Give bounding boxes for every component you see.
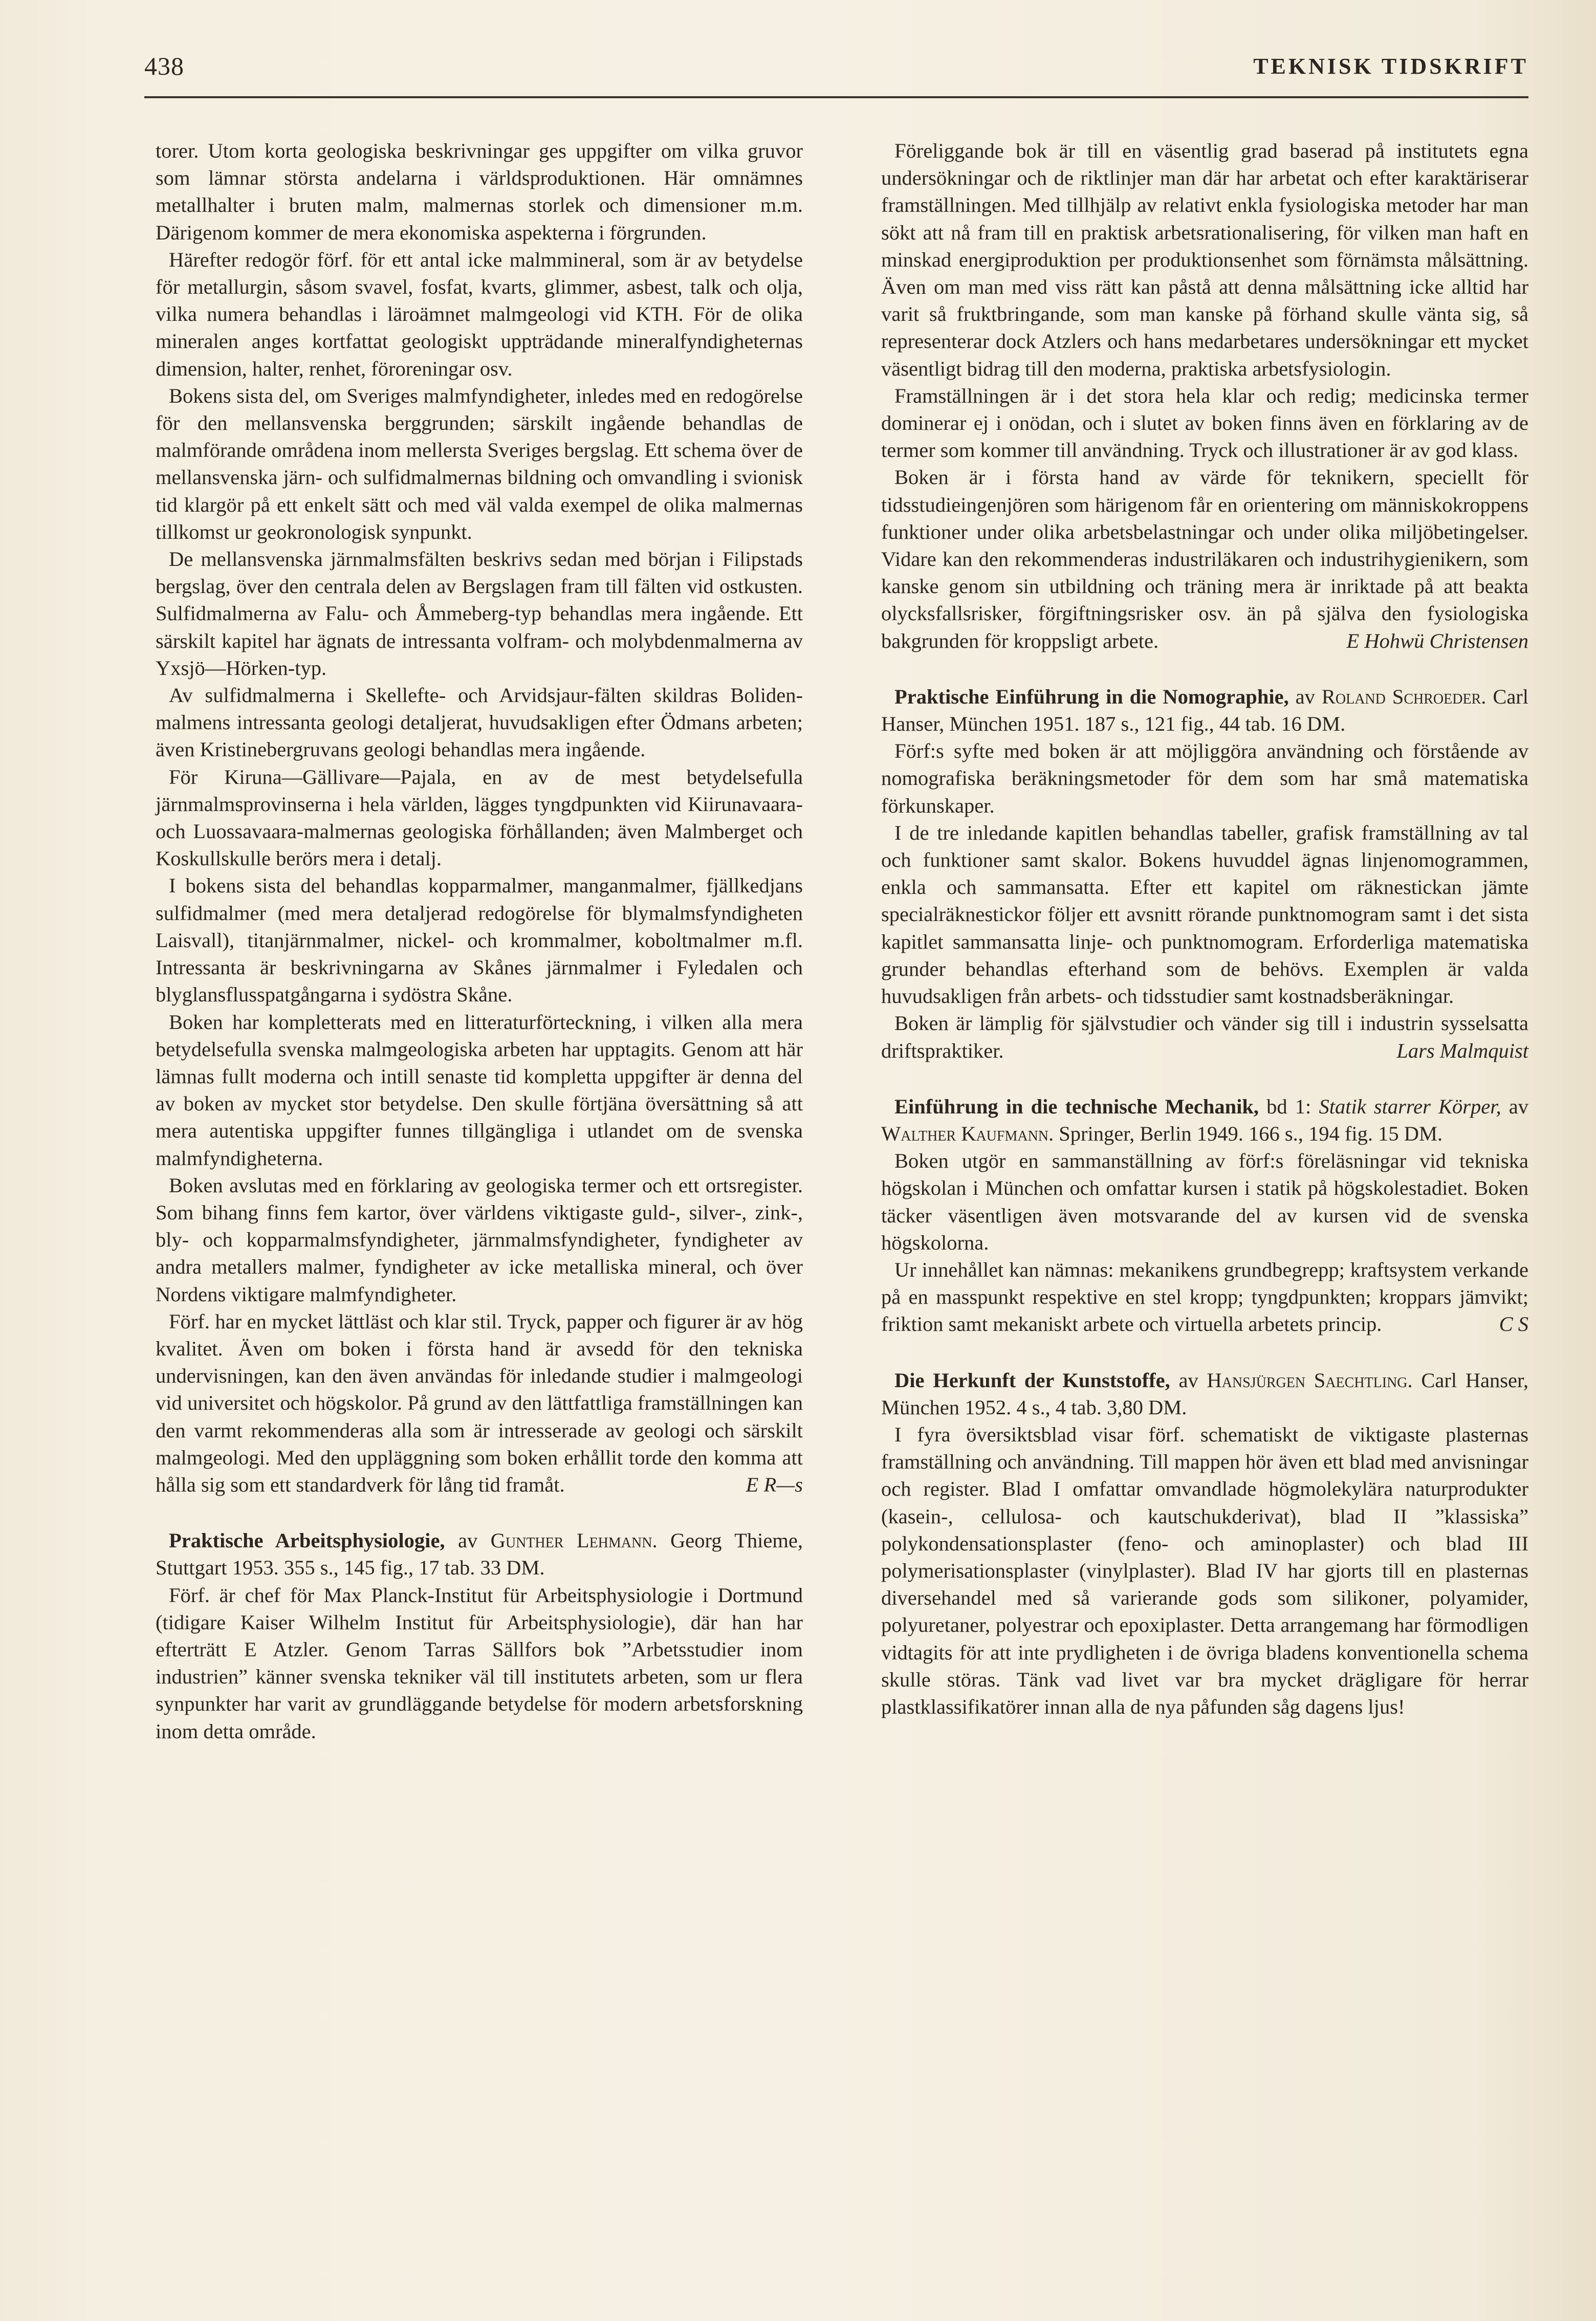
av-word: av [1295,685,1315,708]
paragraph-with-signature [881,1256,1528,1338]
paragraph: Bokens sista del, om Sveriges malmfyndigheter, inledes med en redogörelse för den mellansvenska berggrunden; särskilt ingående behandlas de malmförande områdena inom mellersta Sveriges bergslag. Ett schema över de mellansvenska järn- och sulfidmalmernas bildning och omvandling i svionisk tid klargör på ett enkelt sätt och med väl valda exempel de olika malmernas tillkomst ur geokronologisk synpunkt. [156,384,803,543]
book-title: Die Herkunft der Kunststoffe, [894,1368,1170,1392]
paragraph: Boken avslutas med en förklaring av geologiska termer och ett ortsregister. Som bihang finns fem kartor, över världens viktigaste guld-, silver-, zink-, bly- och kopparmalmsfyndigheter, järnmalmsfyndigheter, fyndigheter av andra metallers malmer, fyndigheter av icke metalliska mineral, och över Nordens viktigare malmfyndigheter. [156,1173,803,1306]
header-rule [144,96,1528,98]
reviewer-signature: C S [1499,1312,1528,1336]
paragraph-with-signature [881,1010,1528,1064]
page-number: 438 [144,52,184,80]
paragraph: För Kiruna—Gällivare—Pajala, en av de mest betydelsefulla järnmalmsprovinserna i hela världen, lägges tyngdpunkten vid Kiirunavaara- och Luossavaara-malmernas geologiska förhållanden; även Malmberget och Koskullskulle berörs mera i detalj. [156,765,803,870]
paragraph: I de tre inledande kapitlen behandlas tabeller, grafisk framställning av tal och funktioner samt skalor. Bokens huvuddel ägnas linjenomogrammen, enkla och sammansatta. Efter ett kapitel om räknestickan jämte specialräknestickor följer ett avsnitt rörande punktnomogram samt i det sista kapitlet sammansatta linje- och punktnomogram. Erforderliga matematiska grunder behandlas efterhand som de behövs. Exemplen är valda huvudsakligen från arbets- och tidsstudier samt kostnadsberäkningar. [881,821,1528,1008]
paragraph: torer. Utom korta geologiska beskrivningar ges uppgifter om vilka gruvor som lämnar största andelarna i världsproduktionen. Här omnämnes metallhalter i bruten malm, malmernas storlek och dimensioner m.m. Därigenom kommer de mera ekonomiska aspekterna i förgrunden. [156,139,803,244]
review-heading [156,1527,803,1581]
book-details: Springer, Berlin 1949. 166 s., 194 fig. 15 DM. [1059,1122,1443,1145]
review-arbetsphysiologie [156,1527,803,1745]
paragraph: Framställningen är i det stora hela klar och redig; medicinska termer dominerar ej i onödan, och i slutet av boken finns även en förklaring av de termer som kommer till användning. Tryck och illustrationer är av god klass. [881,384,1528,462]
av-word: av [1178,1368,1198,1392]
review-nomographie [881,683,1528,1064]
volume-label: bd 1: [1266,1094,1311,1118]
reviewer-signature: E Hohwü Christensen [1346,629,1528,652]
book-title: Praktische Einführung in die Nomographie, [894,685,1289,708]
review-heading [881,683,1528,737]
book-title: Praktische Arbeitsphysiologie, [169,1529,445,1552]
paragraph: Härefter redogör förf. för ett antal icke malmmineral, som är av betydelse för metallurgin, såsom svavel, fosfat, kvarts, glimmer, asbest, talk och olja, vilka numera behandlas i läroämnet malmgeologi vid KTH. För de olika mineralen anges kortfattat geologiskt uppträdande mineralfyndigheternas dimension, halter, renhet, föroreningar osv. [156,248,803,380]
paragraph-text: Ur innehållet kan nämnas: mekanikens grundbegrepp; kraftsystem verkande på en masspunkt respektive en stel kropp; tyngdpunkten; kroppars jämvikt; friktion samt mekaniskt arbete och virtuella arbetets princip. [881,1258,1528,1336]
reviewer-signature: Lars Malmquist [1396,1039,1528,1062]
book-author: Gunther Lehmann. [490,1529,658,1552]
paragraph-text: Förf. har en mycket lättläst och klar stil. Tryck, papper och figurer är av hög kvalitet. Även om boken i första hand är avsedd för den tekniska undervisningen, kan den även användas för inledande studier i malmgeologi vid universitet och högskolor. På grund av den lättfattliga framställningen kan den varmt rekommenderas alla som är intresserade av geologi och särskilt malmgeologi. Med den uppläggning som boken erhållit torde den komma att hålla sig som ett standardverk för lång tid framåt. [156,1309,803,1496]
paragraph-text: Boken är i första hand av värde för teknikern, speciellt för tidsstudieingenjören som härigenom får en orientering om människokroppens funktioner under olika arbetsbelastningar och under olika miljöbetingelser. Vidare kan den rekommenderas industriläkaren och industrihygienikern, som kanske genom sin utbildning och träning mera är inriktade på att beakta olycksfallsrisker, förgiftningsrisker osv. än på själva den fysiologiska bakgrunden för kroppsligt arbete. [881,466,1528,652]
paragraph: Förf:s syfte med boken är att möjliggöra användning och förstående av nomografiska beräkningsmetoder för dem som har små matematiska förkunskaper. [881,739,1528,817]
av-word: av [457,1529,478,1552]
book-details: Carl Hanser, München 1951. 187 s., 121 fig., 44 tab. 16 DM. [881,685,1529,736]
review-kunststoffe [881,1367,1528,1721]
reviewer-signature: E R—s [746,1473,803,1496]
paragraph: I fyra översiktsblad visar förf. schematiskt de viktigaste plasternas framställning och användning. Till mappen hör även ett blad med anvisningar och register. Blad I omfattar omvandlade högmolekylära naturprodukter (kasein-, cellulosa- och kautschukderivat), blad II ”klassiska” polykondensationsplaster (feno- och aminoplaster) och blad III polymerisationsplaster (vinylplaster). Blad IV har gjorts till en plasternas diversehandel med så varierande gods som silikoner, polyamider, polyuretaner, polyestrar och epoxiplaster. Detta arrangemang har förmodligen vidtagits för att inte prydligheten i de övriga bladens konventionella schema skulle störas. Tänk vad livet var bra mycket drägligare för herrar plastklassifikatörer innan alla de nya påfunden såg dagens ljus! [881,1422,1528,1718]
paragraph-with-signature [156,1308,803,1498]
journal-title: TEKNISK TIDSKRIFT [1253,54,1528,79]
paragraph: I bokens sista del behandlas kopparmalmer, manganmalmer, fjällkedjans sulfidmalmer (med mera detaljerad redogörelse för blymalmsfyndigheten Laisvall), titanjärnmalmer, nickel- och krommalmer, koboltmalmer m.fl. Intressanta är beskrivningarna av Skånes järnmalmer i Fyledalen och blyglansflusspatgångarna i sydöstra Skåne. [156,874,803,1006]
review-mechanik [881,1093,1528,1338]
av-word: av [1508,1094,1528,1118]
paragraph-text: Boken är lämplig för självstudier och vänder sig till i industrin sysselsatta driftspraktiker. [881,1012,1528,1062]
paragraph-with-signature [881,464,1528,654]
review-heading [881,1093,1528,1147]
book-details: Carl Hanser, München 1952. 4 s., 4 tab. 3,80 DM. [881,1368,1529,1419]
left-column [156,137,803,1745]
paragraph: Boken har kompletterats med en litteraturförteckning, i vilken alla mera betydelsefulla svenska malmgeologiska arbeten har upptagits. Genom att här lämnas fullt moderna och intill senaste tid kompletta uppgifter är denna del av boken av mycket stor betydelse. Den skulle förtjäna översättning så att mera autentiska uppgifter funnes tillgängliga i utlandet om de svenska malmfyndigheterna. [156,1010,803,1170]
book-subtitle: Statik starrer Körper, [1319,1094,1501,1118]
book-author: Roland Schroeder. [1321,685,1486,708]
review-heading [881,1367,1528,1421]
book-author: Walther Kaufmann. [881,1122,1054,1145]
paragraph: De mellansvenska järnmalmsfälten beskrivs sedan med början i Filipstads bergslag, över den centrala delen av Bergslagen fram till fälten vid ostkusten. Sulfidmalmerna av Falu- och Åmmeberg-typ behandlas mera ingående. Ett särskilt kapitel har ägnats de intressanta volfram- och molybdenmalmerna av Yxsjö—Hörken-typ. [156,548,803,680]
paragraph: Föreliggande bok är till en väsentlig grad baserad på institutets egna undersökningar och de riktlinjer man där har arbetat och efter karaktäriserar framställningen. Med tillhjälp av relativt enkla fysiologiska metoder har man sökt att nå fram till en praktisk arbetsrationalisering, för vilken man haft en minskad energiproduktion per produktionsenhet som förnämsta målsättning. Även om man med viss rätt kan påstå att denna målsättning icke alltid har varit så fruktbringande, som man kanske på förhand skulle vänta sig, så representerar dock Atzlers och hans medarbetares undersökningar ett mycket väsentligt bidrag till den moderna, praktiska arbetsfysiologin. [881,139,1528,380]
book-title: Einführung in die technische Mechanik, [894,1094,1259,1118]
paragraph: Boken utgör en sammanställning av förf:s föreläsningar vid tekniska högskolan i München och omfattar kursen i statik på högskolestadiet. Boken täcker väsentligen även motsvarande del av kursen vid de svenska högskolorna. [881,1149,1528,1254]
paragraph: Förf. är chef för Max Planck-Institut für Arbeitsphysiologie i Dortmund (tidigare Kaiser Wilhelm Institut für Arbeitsphysiologie), där han har efterträtt E Atzler. Genom Tarras Sällfors bok ”Arbetsstudier inom industrien” känner svenska tekniker väl till institutets arbeten, som ur flera synpunkter har varit av grundläggande betydelse för modern arbetsforskning inom detta område. [156,1583,803,1743]
paragraph: Av sulfidmalmerna i Skellefte- och Arvidsjaur-fälten skildras Boliden-malmens intressanta geologi detaljerat, huvudsakligen efter Ödmans arbeten; även Kristinebergruvans geologi behandlas mera ingående. [156,684,803,761]
book-author: Hansjürgen Saechtling. [1207,1368,1413,1392]
book-details: Georg Thieme, Stuttgart 1953. 355 s., 145 fig., 17 tab. 33 DM. [156,1529,803,1580]
right-column [881,137,1528,1720]
